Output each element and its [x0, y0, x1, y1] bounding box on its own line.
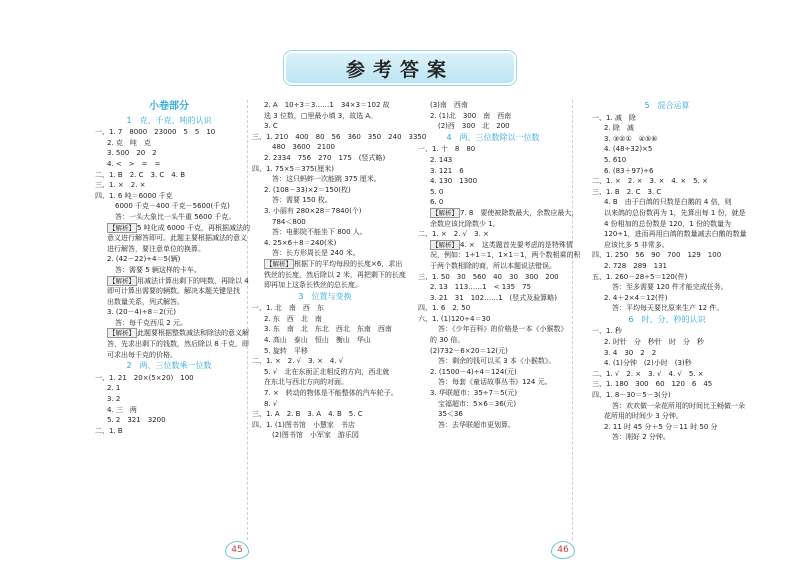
- answer-line: 况，例如：1÷1＝1，1×1＝1，两个数相乘的积: [430, 251, 581, 260]
- answer-line: 2. (108－33)×2＝150(枚): [264, 185, 351, 194]
- answer-line: 选 3 位数，□里最小填 3，故选 A。: [264, 111, 378, 120]
- answer-line: 答，先求出剩下的钱数，然后除以 8 千克，即: [107, 340, 249, 349]
- answer-line: 2. 克 吨 克: [107, 138, 151, 147]
- answer-line: 5 吨化成 6000 千克，再根据减法的: [137, 223, 250, 232]
- answer-line: 4. × 这类题首先要考虑的是特殊情: [460, 240, 573, 249]
- answer-line: (3)南 西南: [430, 101, 468, 109]
- answer-line: 6. (83＋97)÷6: [604, 166, 654, 175]
- answer-line: 四、1. 75×5＝375(厘米): [252, 164, 334, 173]
- section-title: 5 混合运算: [644, 101, 690, 110]
- analysis-tag: 【解析】: [109, 329, 135, 338]
- answer-line: 即可计算出需要的辆数。解决本题关键是找: [107, 287, 240, 296]
- answer-line: 四、1. 6 吨＝6000 千克: [95, 191, 173, 200]
- answer-line: 3. 2: [107, 395, 121, 404]
- answer-line: 意义进行解答即可。此题主要根据减法的意义: [107, 234, 247, 243]
- page-number-left: [221, 539, 253, 561]
- answer-line: 答：需要 5 辆这样的卡车。: [115, 265, 201, 274]
- answer-line: 4 份相加的总份数是 120，1 份的数量为: [604, 219, 731, 228]
- answer-line: 二、1. B: [95, 426, 123, 435]
- answer-line: 3. 500 20 2: [107, 149, 157, 158]
- answer-line: 二、1. × 2. × 3. × 4. × 5. ×: [592, 177, 708, 186]
- answer-line: 5. 610: [604, 155, 627, 164]
- column-4: [592, 100, 747, 443]
- answer-line: 3. 4 30 2 2: [604, 348, 657, 357]
- section-heading: 小卷部分: [149, 101, 189, 112]
- answer-line: 三、1. 180 300 60 120 6 45: [592, 380, 713, 389]
- answer-line: 5. √ 北在东面正北相反的方向，西北就: [264, 367, 390, 376]
- analysis-tag: 【解析】: [432, 208, 458, 217]
- answer-line: (2)732－6×20＝12(元): [430, 346, 508, 355]
- answer-line: 三、1. A 2. B 3. A 4. B 5. C: [252, 410, 363, 419]
- answer-line: 铁丝的长度，然后除以 2 米，再把剩下的长度: [264, 270, 406, 279]
- answer-line: 5. 2 321 3200: [107, 416, 166, 425]
- answer-line: 4. 三 两: [107, 405, 137, 414]
- answer-line: 五、1. 260－28÷5＝120(件): [592, 272, 688, 281]
- answer-line: 3. C: [264, 122, 278, 131]
- answer-line: 2. 4＋2×4＝12(件): [604, 293, 668, 302]
- section-title: 3 位置与变换: [298, 291, 352, 301]
- answer-line: 6000 千克－400 千克－5600(千克): [115, 202, 230, 211]
- section-title: 4 两、三位数除以一位数: [446, 132, 540, 142]
- answer-line: 花所用的时间少 3 分钟。: [604, 412, 683, 421]
- answer-line: 7. × 转动的物体是不能整体的汽车轮子。: [264, 389, 398, 398]
- answer-line: 8. √: [264, 399, 278, 408]
- answer-line: 答：去华联超市更划算。: [438, 420, 515, 429]
- answer-line: 可求出每千克的价格。: [107, 350, 177, 359]
- answer-line: 答：剩余的钱可以买 3 本《小猴数》。: [438, 357, 556, 366]
- answer-line: 4. 25×6＋8＝240(米): [264, 238, 337, 247]
- answer-line: 6. 0: [430, 198, 444, 207]
- answer-line: 4. (1)分钟 (2)小时 (3)秒: [604, 359, 692, 368]
- answer-line: 出数量关系，列式解答。: [107, 297, 184, 306]
- answer-line: 35＜36: [438, 410, 463, 419]
- answer-line: 答：每套《童话故事丛书》124 元。: [438, 378, 552, 387]
- column-3: [418, 100, 581, 430]
- answer-line: 二、1. × 2. √ 3. ×: [418, 230, 489, 239]
- answer-line: 二、1. B 2. C 3. C 4. B: [95, 170, 185, 179]
- answer-line: 4. 130 1300: [430, 177, 478, 186]
- answer-line: 2. (1500－4)÷4＝124(元): [430, 367, 517, 376]
- answer-line: 一、1. 北 南 西 东: [252, 304, 324, 313]
- answer-line: 的 30 倍。: [430, 336, 465, 345]
- page-number-text: 46: [557, 545, 569, 555]
- answer-line: 四、1. 250 56 90 700 129 100: [592, 251, 722, 260]
- answer-line: (2)西 300 北 200: [438, 122, 510, 131]
- answer-line: 一、1. 7 8000 23000 5 5 10: [95, 128, 216, 137]
- column-divider: [572, 100, 573, 540]
- page-number-text: 45: [231, 545, 243, 555]
- answer-line: 余数应该比除数少 1。: [430, 219, 500, 228]
- answer-line: 答：每千克西瓜 2 元。: [115, 318, 187, 327]
- answer-line: 2. A 10÷3＝3……1 34×3＝102 故: [264, 101, 390, 109]
- answer-line: 答：这只蚂蚱一次能跳 375 厘米。: [272, 175, 381, 184]
- answer-line: 四、1. 8－30＝5－3(分): [592, 391, 671, 400]
- answer-line: 3. 21 31 102……1 (竖式及验算略): [430, 293, 557, 302]
- answer-line: 三、1. 210 400 80 56 360 350 240 3350: [252, 132, 427, 141]
- analysis-tag: 【解析】: [266, 259, 292, 268]
- answer-line: 4. (48÷32)×5: [604, 145, 653, 154]
- answer-line: 答：需要 150 枚。: [272, 196, 332, 205]
- analysis-tag: 【解析】: [109, 276, 135, 285]
- answer-line: 2. 东 西 北 南: [264, 314, 322, 323]
- answer-line: 4. 高山 泰山 恒山 衡山 华山: [264, 336, 371, 345]
- answer-line: 答：刚好 2 分钟。: [612, 433, 670, 442]
- answer-line: 5. 旋转 平移: [264, 346, 308, 355]
- answer-line: 答：电影院不能坐下 800 人。: [272, 228, 367, 237]
- answer-line: 7. 8 要使被除数最大，余数应最大，: [460, 208, 579, 217]
- answer-line: 2. 1: [107, 384, 121, 393]
- answer-line: 六、1. (1)120÷4＝30: [418, 314, 491, 323]
- analysis-tag: 【解析】: [109, 223, 135, 232]
- answer-line: 用减法计算出剩下的吨数，再除以 4: [137, 276, 249, 285]
- answer-line: 2. 143: [430, 155, 453, 164]
- answer-line: 3. 小丽有 280×28＝7840(个): [264, 206, 362, 215]
- answer-line: 答：平均每天要比原来生产 12 件。: [612, 304, 724, 313]
- answer-line: 四、1. (1)图书馆 小慧家 书店: [252, 420, 355, 429]
- column-divider: [247, 100, 248, 540]
- answer-line: 三、1. B 2. C 3. C: [592, 187, 662, 196]
- analysis-tag: 【解析】: [432, 240, 458, 249]
- section-title: 1 克、千克、吨的认识: [126, 115, 212, 125]
- answer-line: 答：长方形周长是 240 米。: [272, 249, 360, 258]
- column-1: [95, 100, 250, 436]
- answer-line: 答：一头大象比一头牛重 5600 千克。: [115, 212, 236, 221]
- answer-line: 即再加上这条长铁丝的总长度。: [264, 281, 362, 290]
- answer-line: (2)图书馆 小军家 游乐园: [272, 431, 359, 440]
- answer-line: 2. (42－22)÷4＝5(辆): [107, 255, 181, 264]
- answer-line: 于两个数相除的商，所以本题说法错误。: [430, 261, 556, 270]
- answer-line: 2. 除 减: [604, 124, 634, 133]
- answer-line: 此题要根据整数减法和除法的意义解: [137, 329, 249, 338]
- answer-line: 一、1. 十 8 80: [418, 145, 476, 154]
- answer-line: 二、1. √ 2. × 3. √ 4. √ 5. ×: [592, 369, 704, 378]
- answer-line: 答：《少年百科》的价格是一本《小猴数》: [438, 325, 568, 334]
- answer-line: 120÷1，进而再用白鸽的数量减去白鹅的数量: [604, 230, 747, 239]
- answer-line: 4. < > = =: [107, 159, 161, 168]
- column-2: [252, 100, 427, 441]
- answer-line: 2. 728 289 131: [604, 261, 667, 270]
- page-number-right: [547, 539, 579, 561]
- answer-line: 480 3600 2100: [272, 143, 335, 152]
- answer-line: 应该比多 5 非常多。: [604, 240, 669, 249]
- section-title: 2 两、三位数乘一位数: [126, 361, 212, 371]
- banner-title: 参考答案: [345, 58, 454, 81]
- answer-line: 进行解答，要注意单位的换算。: [107, 244, 205, 253]
- answer-line: 3. (20－4)÷8＝2(元): [107, 308, 176, 317]
- answer-line: 5. 0: [430, 187, 444, 196]
- answer-line: 答：欢欢做一朵花所用的时间比王畅做一朵: [612, 401, 745, 410]
- answer-line: 3. 121 6: [430, 166, 464, 175]
- answer-line: 3. 东 南 北 东北 西北 东南 西南: [264, 325, 392, 334]
- answer-line: 一、1. 21 20×(5×20) 100: [95, 373, 194, 382]
- answer-line: 在东北与西北方向的对面。: [264, 378, 348, 387]
- answer-key-banner: [284, 51, 516, 85]
- answer-line: 3. ③②① ④⑤⑥: [604, 134, 658, 143]
- answer-line: 根据下的平均每段的长度×6，求出: [294, 259, 403, 268]
- answer-line: 2. 11 时 45 分＋5 分＝11 时 50 分: [604, 422, 718, 431]
- answer-line: 2. 时针 分 秒针 时 分 秒: [604, 338, 704, 347]
- answer-line: 2. (1)北 300 南 西南: [430, 111, 512, 120]
- answer-line: 三、1. 50 30 560 40 30 300 200: [418, 272, 559, 281]
- answer-line: 4. B 由于白鸽的只数是白鹅的 4 倍，则: [604, 198, 732, 207]
- answer-line: 答：至多需要 120 件才能完成任务。: [612, 283, 728, 292]
- answer-line: 784＜800: [272, 217, 306, 226]
- answer-line: 一、1. 秒: [592, 327, 622, 336]
- answer-line: 四、1. 6 2. 50: [418, 304, 471, 313]
- answer-line: 宝福超市：5×6＝36(元): [438, 399, 517, 408]
- answer-line: 三、1. × 2. ×: [95, 181, 146, 190]
- answer-line: 2. 2334 756 270 175 (竖式略): [264, 153, 386, 162]
- section-title: 6 时、分、秒的认识: [628, 314, 706, 324]
- answer-line: 以来鸽的总份数再为 1，先算出每 1 份，就是: [604, 208, 746, 217]
- answer-line: 一、1. 减 除: [592, 113, 636, 122]
- answer-line: 3. 华联超市：35÷7＝5(元): [430, 389, 518, 398]
- answer-line: 二、1. × 2. √ 3. × 4. √: [252, 357, 344, 366]
- answer-line: 2. 13 113……1 < 135 75: [430, 283, 531, 292]
